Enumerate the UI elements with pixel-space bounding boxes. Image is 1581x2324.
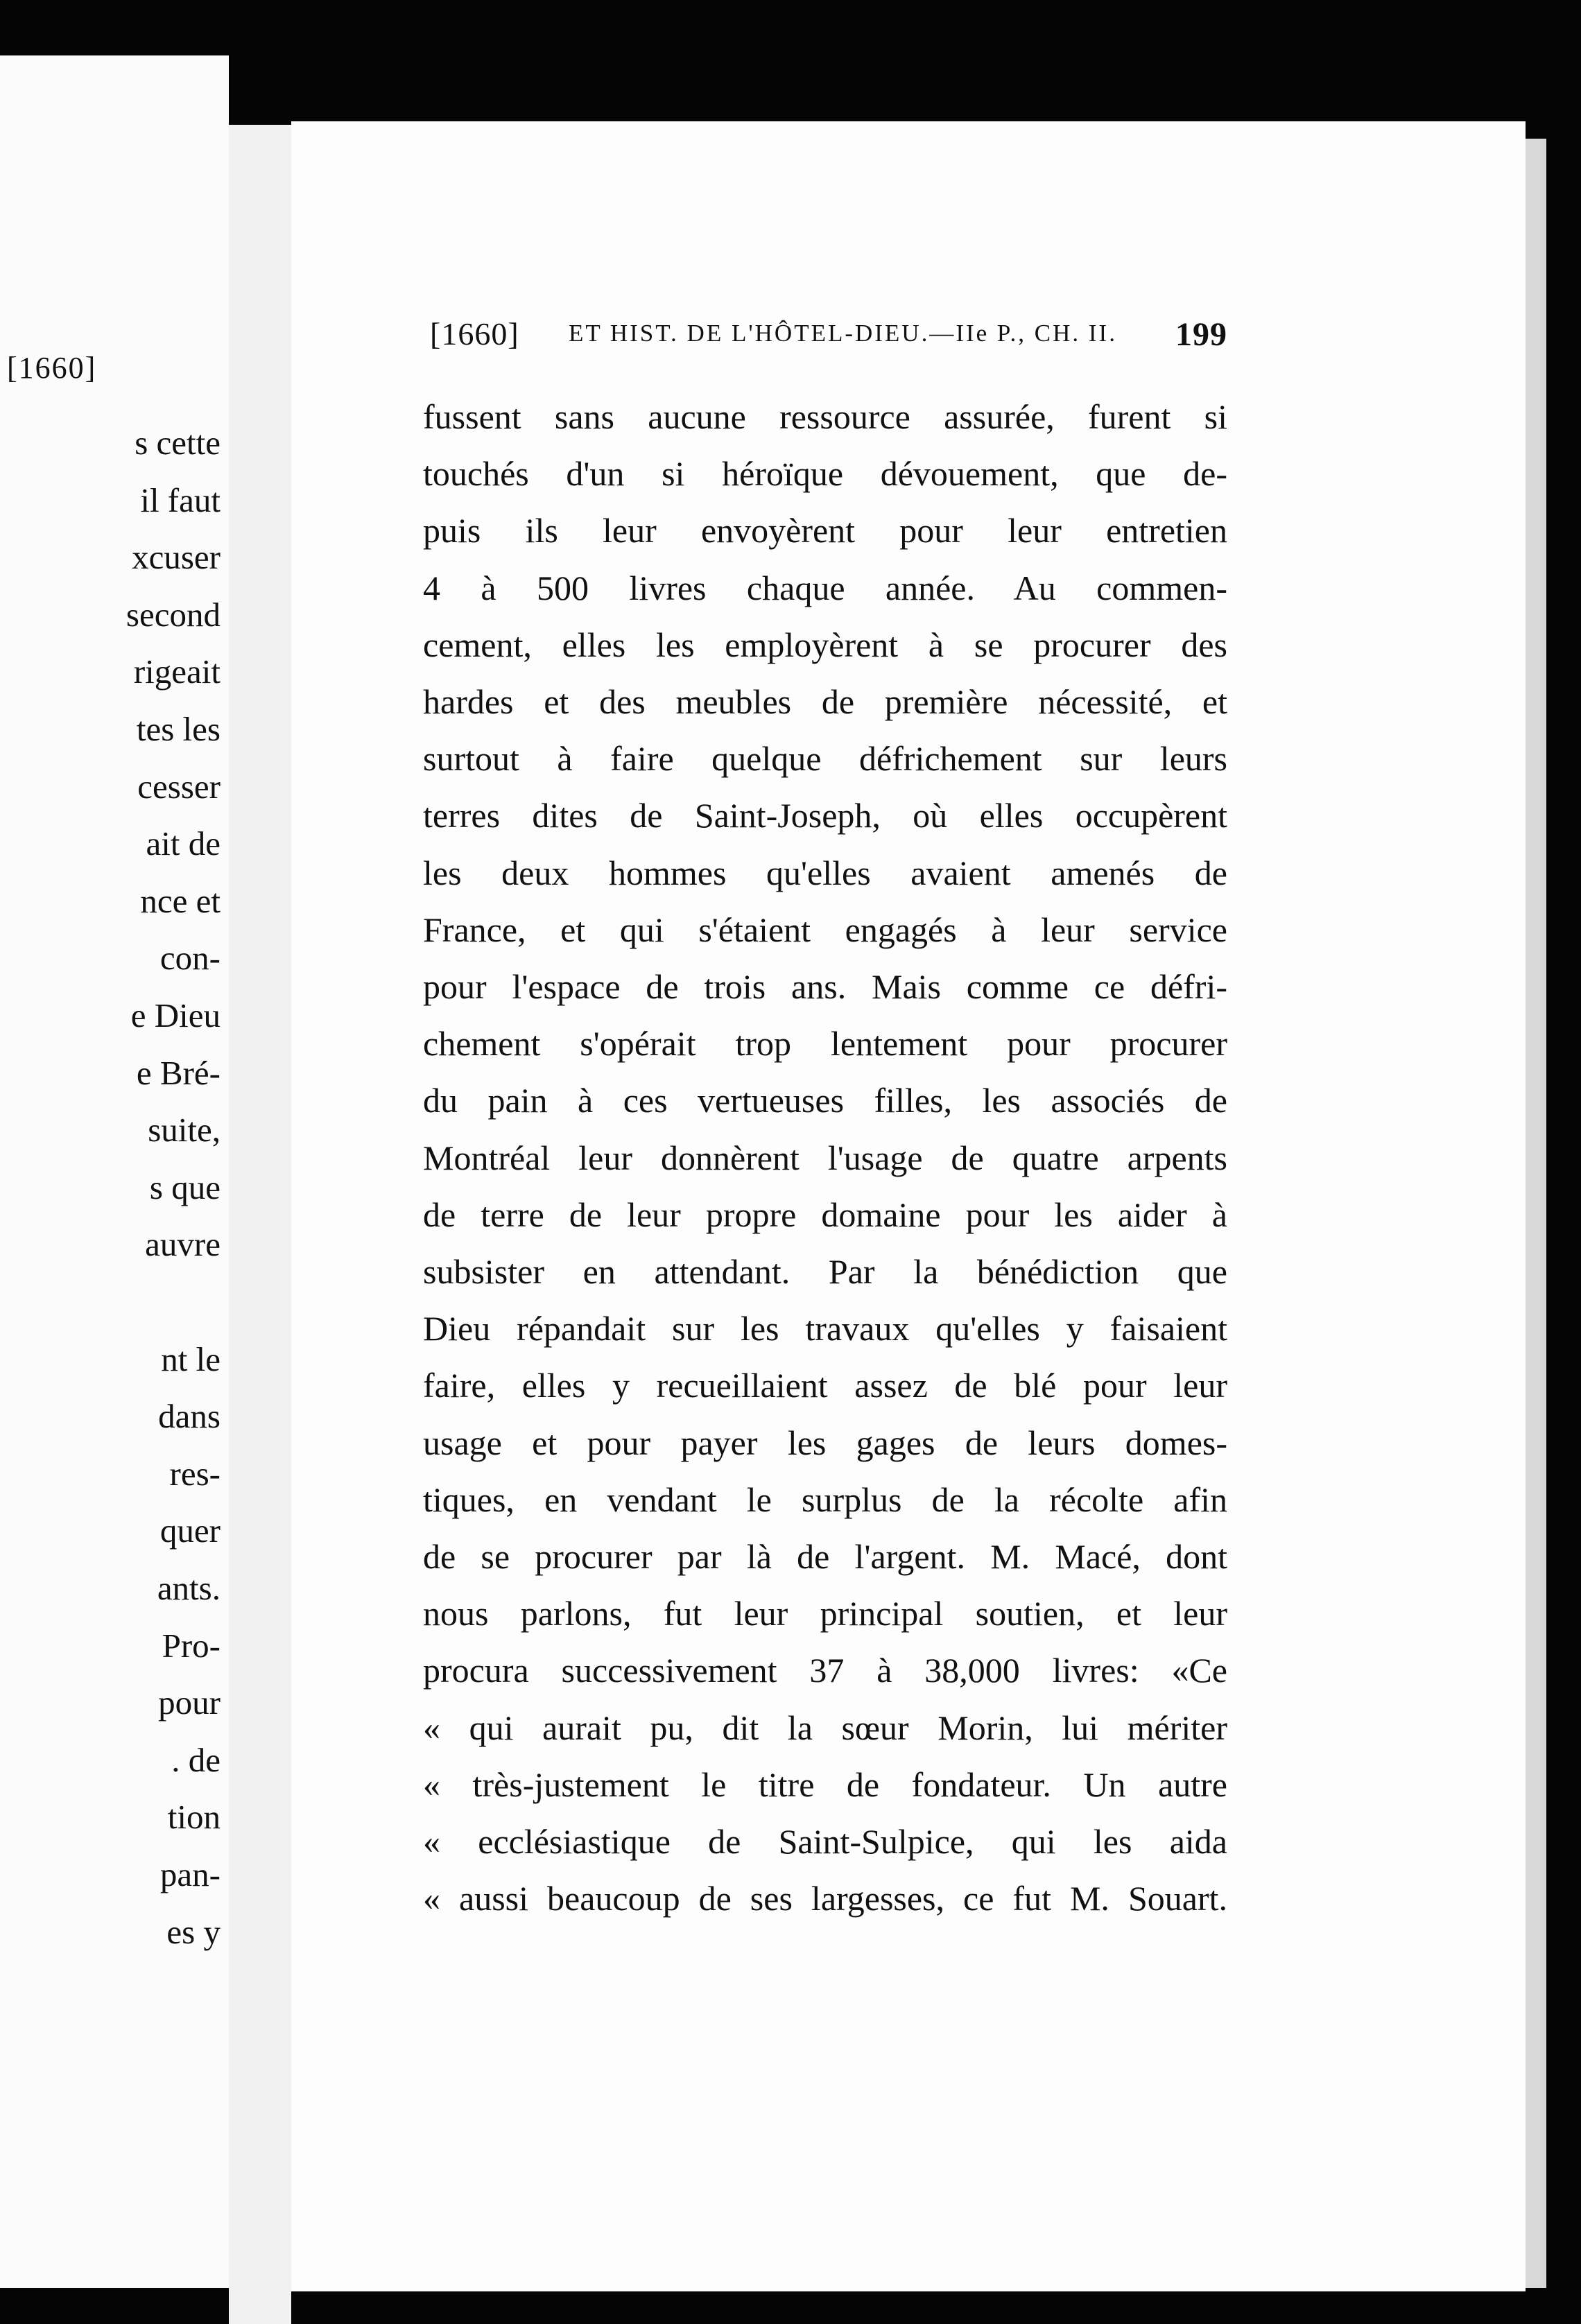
body-line: terres dites de Saint-Joseph, où elles occupèrent <box>423 796 1227 835</box>
left-page-line: pan- <box>159 1855 221 1893</box>
left-page-line: cesser <box>137 767 221 806</box>
body-line: « très-justement le titre de fondateur. Un autre <box>423 1764 1227 1804</box>
running-head-year: [1660] <box>430 316 519 352</box>
body-line: Montréal leur donnèrent l'usage de quatre arpents <box>423 1138 1227 1177</box>
left-page-header: [1660] <box>7 351 97 385</box>
body-line: les deux hommes qu'elles avaient amenés de <box>423 853 1227 892</box>
body-line: « ecclésiastique de Saint-Sulpice, qui les aida <box>423 1822 1227 1861</box>
left-page-line: s cette <box>135 424 221 462</box>
left-page-line: res- <box>169 1454 221 1493</box>
body-line: cement, elles les employèrent à se procurer des <box>423 625 1227 664</box>
left-page-line: e Bré- <box>136 1053 221 1092</box>
left-page-line: suite, <box>148 1111 221 1150</box>
body-line: touchés d'un si héroïque dévouement, que de- <box>423 454 1227 494</box>
body-line: hardes et des meubles de première nécessité, et <box>423 682 1227 721</box>
left-page-line: auvre <box>145 1225 221 1264</box>
left-page-line: quer <box>159 1511 221 1550</box>
body-line: pour l'espace de trois ans. Mais comme ce défri- <box>423 967 1227 1006</box>
body-line: 4 à 500 livres chaque année. Au commen- <box>423 568 1227 607</box>
left-page-line: e Dieu <box>130 996 221 1034</box>
body-line: du pain à ces vertueuses filles, les associés de <box>423 1081 1227 1120</box>
left-page-line: s que <box>149 1168 221 1206</box>
left-page-line: dans <box>158 1397 221 1436</box>
left-page-line: con- <box>159 939 221 978</box>
left-page-line: . de <box>171 1740 221 1779</box>
running-head-title: ET HIST. DE L'HÔTEL-DIEU.—IIe P., CH. II. <box>569 320 1117 347</box>
page-number: 199 <box>1175 316 1227 353</box>
left-page-line: second <box>126 595 221 634</box>
body-line: puis ils leur envoyèrent pour leur entretien <box>423 511 1227 550</box>
body-line: nous parlons, fut leur principal soutien, et leur <box>423 1594 1227 1633</box>
left-page-line: ait de <box>146 824 221 863</box>
body-line: de terre de leur propre domaine pour les aider à <box>423 1195 1227 1234</box>
right-page-edge <box>1526 139 1546 2288</box>
left-page-line: tes les <box>136 710 221 748</box>
body-line: « qui aurait pu, dit la sœur Morin, lui mériter <box>423 1708 1227 1747</box>
left-page-line: nt le <box>161 1339 221 1378</box>
body-line: de se procurer par là de l'argent. M. Macé, dont <box>423 1537 1227 1576</box>
body-line: chement s'opérait trop lentement pour procurer <box>423 1024 1227 1064</box>
body-line: Dieu répandait sur les travaux qu'elles y faisaient <box>423 1309 1227 1349</box>
left-page-line: xcuser <box>132 538 221 577</box>
body-line: « aussi beaucoup de ses largesses, ce fut M. Souart. <box>423 1879 1227 1918</box>
body-line: tiques, en vendant le surplus de la récolte afin <box>423 1480 1227 1519</box>
left-page-gutter <box>229 125 291 2324</box>
body-line: fussent sans aucune ressource assurée, furent si <box>423 397 1227 436</box>
left-page-line: Pro- <box>162 1626 221 1665</box>
left-page-line: ants. <box>157 1569 221 1607</box>
body-line: procura successivement 37 à 38,000 livres: «Ce <box>423 1651 1227 1690</box>
body-line: France, et qui s'étaient engagés à leur service <box>423 910 1227 949</box>
body-line: usage et pour payer les gages de leurs domes- <box>423 1423 1227 1462</box>
body-line: surtout à faire quelque défrichement sur leurs <box>423 739 1227 779</box>
body-line: subsister en attendant. Par la bénédiction que <box>423 1252 1227 1291</box>
running-head <box>430 315 1227 364</box>
body-line: faire, elles y recueillaient assez de blé pour leur <box>423 1366 1227 1405</box>
left-page <box>0 55 229 2288</box>
left-page-line: tion <box>167 1798 221 1837</box>
left-page-line: pour <box>158 1683 221 1722</box>
left-page-line: rigeait <box>133 652 221 691</box>
left-page-line: nce et <box>140 881 221 920</box>
left-page-line: il faut <box>140 480 221 519</box>
left-page-line: es y <box>166 1912 221 1951</box>
